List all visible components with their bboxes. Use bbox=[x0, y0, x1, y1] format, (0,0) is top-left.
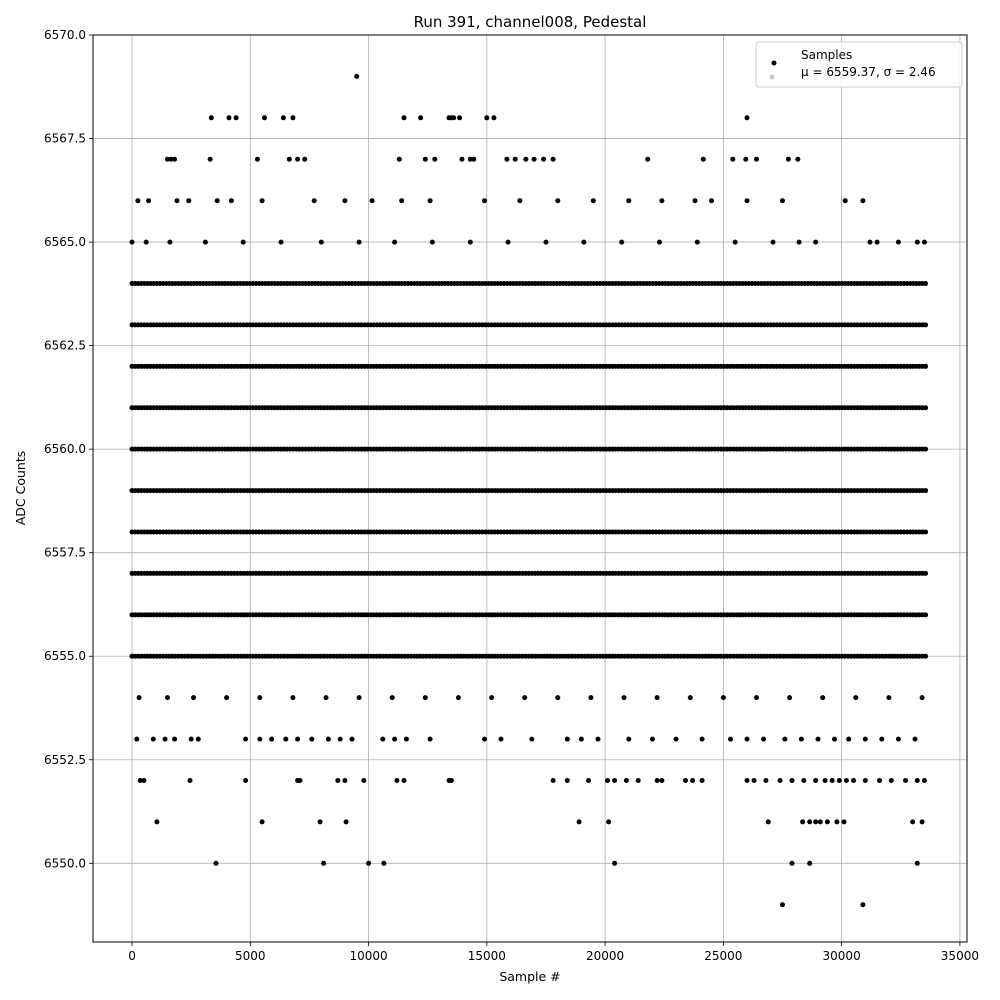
band-6555 bbox=[130, 654, 929, 659]
data-point bbox=[709, 198, 714, 203]
x-tick-label: 35000 bbox=[940, 949, 979, 963]
data-point bbox=[591, 198, 596, 203]
data-point bbox=[860, 198, 865, 203]
x-tick-label: 20000 bbox=[586, 949, 625, 963]
data-point bbox=[787, 695, 792, 700]
data-point bbox=[875, 240, 880, 245]
data-point bbox=[790, 778, 795, 783]
data-point bbox=[778, 778, 783, 783]
data-point bbox=[165, 695, 170, 700]
data-point bbox=[820, 695, 825, 700]
y-tick-label: 6567.5 bbox=[44, 131, 86, 146]
legend-label-stats: μ = 6559.37, σ = 2.46 bbox=[801, 65, 936, 79]
data-point bbox=[380, 737, 385, 742]
data-point bbox=[262, 115, 267, 120]
data-point bbox=[529, 737, 534, 742]
data-point bbox=[622, 695, 627, 700]
data-point bbox=[309, 737, 314, 742]
data-point bbox=[141, 778, 146, 783]
data-point bbox=[350, 737, 355, 742]
data-point bbox=[342, 778, 347, 783]
data-point bbox=[344, 819, 349, 824]
data-point bbox=[404, 737, 409, 742]
y-tick-label: 6552.5 bbox=[44, 752, 86, 767]
data-point bbox=[743, 157, 748, 162]
band-6558 bbox=[130, 529, 929, 534]
data-point bbox=[335, 778, 340, 783]
data-point bbox=[302, 157, 307, 162]
data-point bbox=[915, 861, 920, 866]
data-point bbox=[896, 737, 901, 742]
data-point bbox=[243, 737, 248, 742]
data-point bbox=[780, 902, 785, 907]
data-point bbox=[915, 240, 920, 245]
data-point bbox=[214, 861, 219, 866]
data-point bbox=[255, 157, 260, 162]
data-point bbox=[813, 240, 818, 245]
data-point bbox=[818, 819, 823, 824]
data-point bbox=[257, 695, 262, 700]
data-point bbox=[227, 115, 232, 120]
data-point bbox=[586, 778, 591, 783]
data-point bbox=[913, 737, 918, 742]
data-point bbox=[920, 819, 925, 824]
data-point bbox=[298, 778, 303, 783]
data-point bbox=[624, 778, 629, 783]
data-point bbox=[565, 737, 570, 742]
data-point bbox=[209, 115, 214, 120]
data-point bbox=[790, 861, 795, 866]
data-point bbox=[645, 157, 650, 162]
data-point bbox=[700, 778, 705, 783]
data-point bbox=[491, 115, 496, 120]
data-point bbox=[655, 695, 660, 700]
data-point bbox=[460, 157, 465, 162]
data-point bbox=[146, 198, 151, 203]
data-point bbox=[754, 695, 759, 700]
y-tick-label: 6557.5 bbox=[44, 545, 86, 560]
data-point bbox=[370, 198, 375, 203]
data-point bbox=[619, 240, 624, 245]
data-point bbox=[208, 157, 213, 162]
data-point bbox=[312, 198, 317, 203]
data-point bbox=[721, 695, 726, 700]
y-tick-label: 6565.0 bbox=[44, 235, 86, 250]
data-point bbox=[163, 737, 168, 742]
data-point bbox=[555, 695, 560, 700]
data-point bbox=[482, 737, 487, 742]
data-point bbox=[318, 819, 323, 824]
data-point bbox=[137, 695, 142, 700]
data-point bbox=[923, 571, 928, 576]
data-point bbox=[761, 737, 766, 742]
data-point bbox=[257, 737, 262, 742]
data-point bbox=[923, 654, 928, 659]
data-point bbox=[361, 778, 366, 783]
data-point bbox=[843, 198, 848, 203]
data-point bbox=[655, 778, 660, 783]
data-point bbox=[903, 778, 908, 783]
data-point bbox=[290, 695, 295, 700]
data-point bbox=[215, 198, 220, 203]
data-point bbox=[626, 198, 631, 203]
data-point bbox=[910, 819, 915, 824]
data-point bbox=[832, 737, 837, 742]
data-point bbox=[338, 737, 343, 742]
data-point bbox=[877, 778, 882, 783]
data-point bbox=[482, 198, 487, 203]
data-point bbox=[577, 819, 582, 824]
data-point bbox=[922, 240, 927, 245]
data-point bbox=[135, 198, 140, 203]
data-point bbox=[745, 198, 750, 203]
y-tick-label: 6562.5 bbox=[44, 338, 86, 353]
y-tick-label: 6560.0 bbox=[44, 442, 86, 457]
data-point bbox=[321, 861, 326, 866]
band-6557 bbox=[130, 571, 929, 576]
data-point bbox=[693, 198, 698, 203]
data-point bbox=[754, 157, 759, 162]
data-point bbox=[816, 737, 821, 742]
data-point bbox=[766, 819, 771, 824]
data-point bbox=[807, 861, 812, 866]
data-point bbox=[541, 157, 546, 162]
y-tick-label: 6550.0 bbox=[44, 856, 86, 871]
data-point bbox=[844, 778, 849, 783]
data-point bbox=[780, 198, 785, 203]
data-point bbox=[733, 240, 738, 245]
data-point bbox=[397, 157, 402, 162]
data-point bbox=[172, 737, 177, 742]
data-point bbox=[782, 737, 787, 742]
data-point bbox=[319, 240, 324, 245]
x-tick-label: 5000 bbox=[235, 949, 266, 963]
data-point bbox=[513, 157, 518, 162]
data-point bbox=[381, 861, 386, 866]
data-point bbox=[392, 737, 397, 742]
data-point bbox=[430, 240, 435, 245]
data-point bbox=[800, 819, 805, 824]
data-point bbox=[551, 778, 556, 783]
data-point bbox=[659, 198, 664, 203]
band-6560 bbox=[130, 447, 929, 452]
legend-marker-samples bbox=[772, 61, 777, 66]
data-point bbox=[868, 240, 873, 245]
data-point bbox=[851, 778, 856, 783]
data-point bbox=[923, 405, 928, 410]
data-point bbox=[896, 240, 901, 245]
data-point bbox=[295, 737, 300, 742]
data-point bbox=[701, 157, 706, 162]
x-tick-label: 25000 bbox=[704, 949, 743, 963]
data-point bbox=[504, 157, 509, 162]
y-tick-label: 6555.0 bbox=[44, 649, 86, 664]
data-point bbox=[243, 778, 248, 783]
data-point bbox=[853, 695, 858, 700]
data-point bbox=[830, 778, 835, 783]
data-point bbox=[799, 737, 804, 742]
data-point bbox=[650, 737, 655, 742]
data-point bbox=[260, 819, 265, 824]
x-tick-label: 30000 bbox=[822, 949, 861, 963]
data-point bbox=[588, 695, 593, 700]
data-point bbox=[449, 778, 454, 783]
data-point bbox=[636, 778, 641, 783]
data-point bbox=[484, 115, 489, 120]
data-point bbox=[923, 322, 928, 327]
data-point bbox=[823, 778, 828, 783]
data-point bbox=[151, 737, 156, 742]
data-point bbox=[923, 447, 928, 452]
data-point bbox=[506, 240, 511, 245]
x-tick-label: 10000 bbox=[349, 949, 388, 963]
data-point bbox=[428, 737, 433, 742]
data-point bbox=[700, 737, 705, 742]
legend-marker-stats bbox=[770, 75, 775, 80]
x-tick-label: 0 bbox=[128, 949, 136, 963]
data-point bbox=[771, 240, 776, 245]
data-point bbox=[241, 240, 246, 245]
band-6559 bbox=[130, 488, 929, 493]
data-point bbox=[807, 819, 812, 824]
data-point bbox=[532, 157, 537, 162]
data-point bbox=[745, 115, 750, 120]
data-point bbox=[432, 157, 437, 162]
data-point bbox=[745, 737, 750, 742]
band-6563 bbox=[130, 322, 929, 327]
data-point bbox=[745, 778, 750, 783]
data-point bbox=[863, 778, 868, 783]
data-point bbox=[394, 778, 399, 783]
data-point bbox=[189, 737, 194, 742]
data-point bbox=[886, 695, 891, 700]
y-tick-label: 6570.0 bbox=[44, 28, 86, 42]
data-point bbox=[674, 737, 679, 742]
data-point bbox=[863, 737, 868, 742]
data-point bbox=[295, 157, 300, 162]
legend bbox=[756, 42, 962, 87]
data-point bbox=[813, 778, 818, 783]
data-point bbox=[517, 198, 522, 203]
data-point bbox=[191, 695, 196, 700]
data-point bbox=[657, 240, 662, 245]
data-point bbox=[399, 198, 404, 203]
y-axis-label: ADC Counts bbox=[13, 450, 28, 526]
data-point bbox=[234, 115, 239, 120]
data-point bbox=[923, 281, 928, 286]
data-point bbox=[555, 198, 560, 203]
data-point bbox=[290, 115, 295, 120]
data-point bbox=[402, 115, 407, 120]
data-point bbox=[423, 695, 428, 700]
data-point bbox=[224, 695, 229, 700]
data-point bbox=[813, 819, 818, 824]
data-point bbox=[522, 695, 527, 700]
data-point bbox=[366, 861, 371, 866]
data-point bbox=[279, 240, 284, 245]
data-point bbox=[889, 778, 894, 783]
data-point bbox=[130, 240, 135, 245]
data-point bbox=[606, 819, 611, 824]
data-point bbox=[423, 157, 428, 162]
data-point bbox=[392, 240, 397, 245]
data-point bbox=[154, 819, 159, 824]
x-axis-label: Sample # bbox=[499, 969, 561, 984]
band-6564 bbox=[130, 281, 929, 286]
data-point bbox=[283, 737, 288, 742]
data-point bbox=[196, 737, 201, 742]
data-point bbox=[456, 695, 461, 700]
data-point bbox=[730, 157, 735, 162]
data-point bbox=[172, 157, 177, 162]
data-point bbox=[551, 157, 556, 162]
data-point bbox=[752, 778, 757, 783]
data-point bbox=[324, 695, 329, 700]
data-point bbox=[605, 778, 610, 783]
data-point bbox=[923, 488, 928, 493]
data-point bbox=[579, 737, 584, 742]
data-point bbox=[837, 778, 842, 783]
data-point bbox=[923, 529, 928, 534]
data-point bbox=[923, 612, 928, 617]
data-point bbox=[134, 737, 139, 742]
data-point bbox=[846, 737, 851, 742]
data-point bbox=[728, 737, 733, 742]
data-point bbox=[354, 74, 359, 79]
data-point bbox=[357, 240, 362, 245]
data-point bbox=[167, 240, 172, 245]
data-point bbox=[269, 737, 274, 742]
data-point bbox=[612, 778, 617, 783]
data-point bbox=[915, 778, 920, 783]
data-point bbox=[468, 240, 473, 245]
x-tick-label: 15000 bbox=[467, 949, 506, 963]
data-point bbox=[923, 364, 928, 369]
data-point bbox=[786, 157, 791, 162]
data-point bbox=[922, 778, 927, 783]
band-6556 bbox=[130, 612, 929, 617]
data-point bbox=[523, 157, 528, 162]
data-point bbox=[287, 157, 292, 162]
data-point bbox=[499, 737, 504, 742]
data-point bbox=[203, 240, 208, 245]
data-point bbox=[457, 115, 462, 120]
data-point bbox=[834, 819, 839, 824]
legend-label-samples: Samples bbox=[801, 48, 853, 62]
data-point bbox=[690, 778, 695, 783]
data-point bbox=[795, 157, 800, 162]
data-point bbox=[357, 695, 362, 700]
data-point bbox=[342, 198, 347, 203]
data-point bbox=[418, 115, 423, 120]
data-point bbox=[920, 695, 925, 700]
data-point bbox=[695, 240, 700, 245]
data-point bbox=[825, 819, 830, 824]
data-point bbox=[489, 695, 494, 700]
data-point bbox=[175, 198, 180, 203]
data-point bbox=[596, 737, 601, 742]
data-point bbox=[626, 737, 631, 742]
data-point bbox=[281, 115, 286, 120]
data-point bbox=[581, 240, 586, 245]
data-point bbox=[879, 737, 884, 742]
data-point bbox=[565, 778, 570, 783]
data-point bbox=[801, 778, 806, 783]
data-point bbox=[842, 819, 847, 824]
data-point bbox=[797, 240, 802, 245]
data-point bbox=[451, 115, 456, 120]
data-point bbox=[683, 778, 688, 783]
data-point bbox=[229, 198, 234, 203]
data-point bbox=[659, 778, 664, 783]
data-point bbox=[428, 198, 433, 203]
data-point bbox=[763, 778, 768, 783]
band-6561 bbox=[130, 405, 929, 410]
data-point bbox=[544, 240, 549, 245]
data-point bbox=[612, 861, 617, 866]
data-point bbox=[688, 695, 693, 700]
data-point bbox=[326, 737, 331, 742]
data-point bbox=[186, 198, 191, 203]
data-point bbox=[144, 240, 149, 245]
data-point bbox=[390, 695, 395, 700]
data-point bbox=[260, 198, 265, 203]
data-point bbox=[402, 778, 407, 783]
band-6562 bbox=[130, 364, 929, 369]
data-point bbox=[860, 902, 865, 907]
chart-title: Run 391, channel008, Pedestal bbox=[413, 13, 647, 31]
data-point bbox=[471, 157, 476, 162]
data-point bbox=[188, 778, 193, 783]
